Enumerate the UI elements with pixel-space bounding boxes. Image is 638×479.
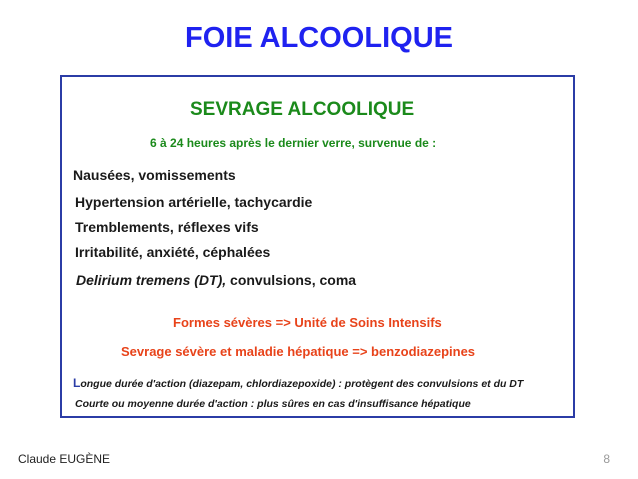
symptom-item: Irritabilité, anxiété, céphalées [75,244,271,260]
box-title-text: SEVRAGE ALCOOLIQUE [190,99,415,120]
slide-title: FOIE ALCOOLIQUE [185,22,453,54]
symptom-item: Hypertension artérielle, tachycardie [75,194,313,210]
symptom-item: Nausées, vomissements [73,167,236,183]
delirium-rest: convulsions, coma [226,272,357,288]
delirium-tremens-label: Delirium tremens (DT), [76,272,227,288]
long-acting-first-letter: L [73,376,81,390]
short-acting-line: Courte ou moyenne durée d'action : plus sûres en cas d'insuffisance hépatique [75,398,471,410]
long-acting-line [73,374,523,393]
footer-author: Claude EUGÈNE [18,452,111,466]
symptom-delirium [76,271,356,289]
page-number: 8 [603,452,610,466]
severe-forms-line: Formes sévères => Unité de Soins Intensifs [173,315,442,330]
severe-withdrawal-line: Sevrage sévère et maladie hépatique => benzodiazepines [121,344,476,359]
box-subtitle: 6 à 24 heures après le dernier verre, survenue de : [150,136,437,150]
long-acting-text: ongue durée d'action (diazepam, chlordiazepoxide) : protègent des convulsions et du DT [80,378,524,390]
symptom-item: Tremblements, réflexes vifs [75,219,259,235]
